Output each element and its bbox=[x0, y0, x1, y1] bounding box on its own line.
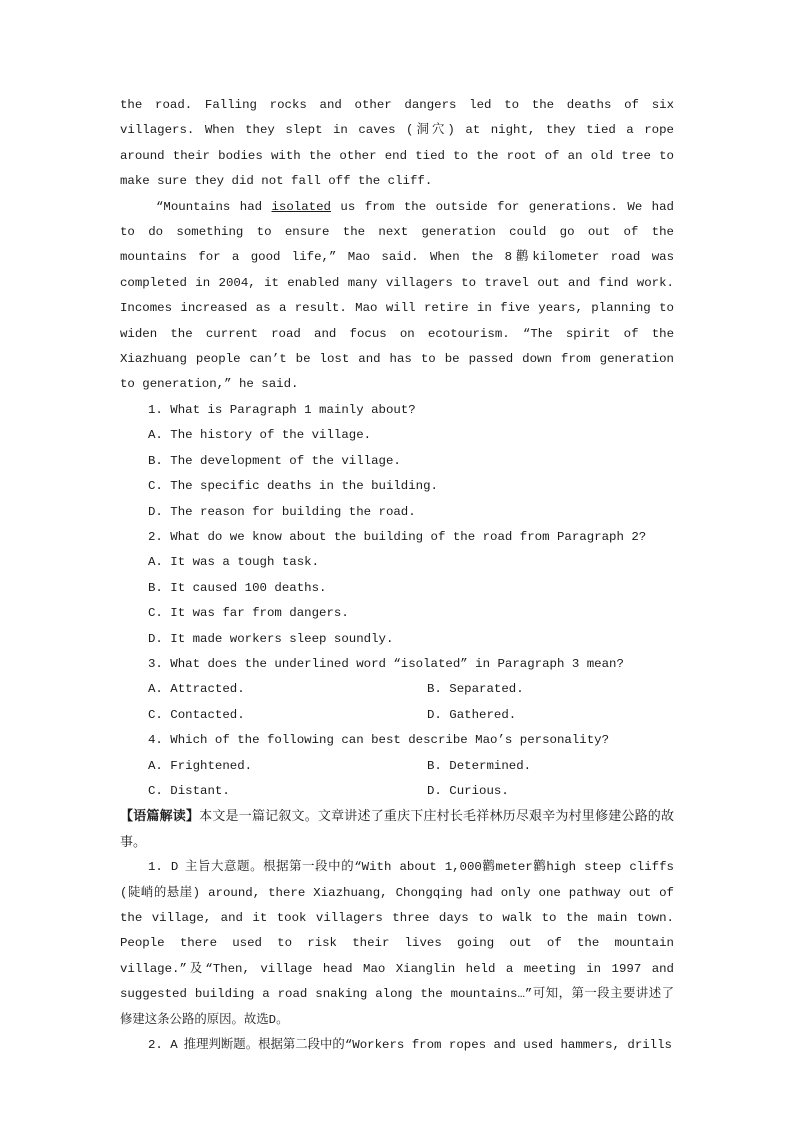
underlined-word: isolated bbox=[271, 199, 331, 214]
paragraph-3-after: us from the outside for generations. We had to do something to ensure the next generation could go out of the mountains for a good life,” Mao said. When the 8鹳kilometer road was completed in 2004, it enabled many villagers to travel out and find work. Incomes increased as a result. Mao will retire in five years, planning to widen the current road and focus on ecotourism. “The spirit of the Xiazhuang people can’t be lost and has to be passed down from generation to generation,” he said. bbox=[120, 199, 674, 392]
question-2-option-c: C. It was far from dangers. bbox=[148, 606, 349, 621]
answer-1-text: 主旨大意题。根据第一段中的“With about 1,000鹳meter鹳high steep cliffs (陡峭的悬崖) around, there Xiazhuang, Chongqing had only one pathway out of the village, and it took villagers three days to walk to the main town. People there used to risk their lives going out of the mountain village.”及“Then, village head Mao Xianglin held a meeting in 1997 and suggested building a road snaking along the mountains…”可知，第一段主要讲述了修建这条公路的原因。故选D。 bbox=[120, 860, 674, 1027]
question-1-option-c: C. The specific deaths in the building. bbox=[148, 479, 438, 494]
question-2-option-d: D. It made workers sleep soundly. bbox=[148, 631, 394, 646]
answer-1-label: 1. D bbox=[148, 860, 179, 875]
document-page bbox=[120, 93, 674, 1058]
question-4-option-b: B. Determined. bbox=[427, 758, 532, 773]
question-3-option-b: B. Separated. bbox=[427, 682, 524, 697]
passage-analysis bbox=[120, 804, 674, 855]
answer-2-label: 2. A bbox=[148, 1038, 178, 1053]
question-3-option-d: D. Gathered. bbox=[427, 707, 517, 722]
question-3-options-row-1 bbox=[120, 677, 674, 702]
analysis-heading: 【语篇解读】 bbox=[120, 809, 200, 825]
question-3-options-row-2 bbox=[120, 703, 674, 728]
paragraph-3 bbox=[120, 195, 674, 398]
paragraph-3-before: “Mountains had bbox=[156, 199, 272, 214]
question-2-option-b: B. It caused 100 deaths. bbox=[148, 580, 327, 595]
answer-2-text: 推理判断题。根据第二段中的“Workers from ropes and used hammers, drills bbox=[183, 1038, 672, 1053]
question-1-option-d: D. The reason for building the road. bbox=[148, 504, 416, 519]
answer-2 bbox=[120, 1033, 674, 1058]
question-3-option-a: A. Attracted. bbox=[148, 682, 245, 697]
question-4-option-c: C. Distant. bbox=[148, 783, 230, 798]
question-1-option-a: A. The history of the village. bbox=[148, 428, 372, 443]
question-4-option-d: D. Curious. bbox=[427, 783, 509, 798]
question-4-options-row-1 bbox=[120, 754, 674, 779]
question-4-option-a: A. Frightened. bbox=[148, 758, 253, 773]
question-1-stem: 1. What is Paragraph 1 mainly about? bbox=[148, 402, 416, 417]
question-2-stem: 2. What do we know about the building of the road from Paragraph 2? bbox=[148, 529, 647, 544]
question-3-option-c: C. Contacted. bbox=[148, 707, 245, 722]
question-1-option-b: B. The development of the village. bbox=[148, 453, 401, 468]
question-3-stem: 3. What does the underlined word “isolated” in Paragraph 3 mean? bbox=[148, 656, 624, 671]
answer-1 bbox=[120, 855, 674, 1033]
paragraph-2-continuation: the road. Falling rocks and other dangers led to the deaths of six villagers. When they slept in caves (洞穴) at night, they tied a rope around their bodies with the other end tied to the root of an old tree to make sure they did not fall off the cliff. bbox=[120, 98, 674, 189]
question-2-option-a: A. It was a tough task. bbox=[148, 555, 320, 570]
question-4-stem: 4. Which of the following can best describe Mao’s personality? bbox=[148, 733, 610, 748]
analysis-text: 本文是一篇记叙文。文章讲述了重庆下庄村长毛祥林历尽艰辛为村里修建公路的故事。 bbox=[120, 809, 674, 850]
question-4-options-row-2 bbox=[120, 779, 674, 804]
